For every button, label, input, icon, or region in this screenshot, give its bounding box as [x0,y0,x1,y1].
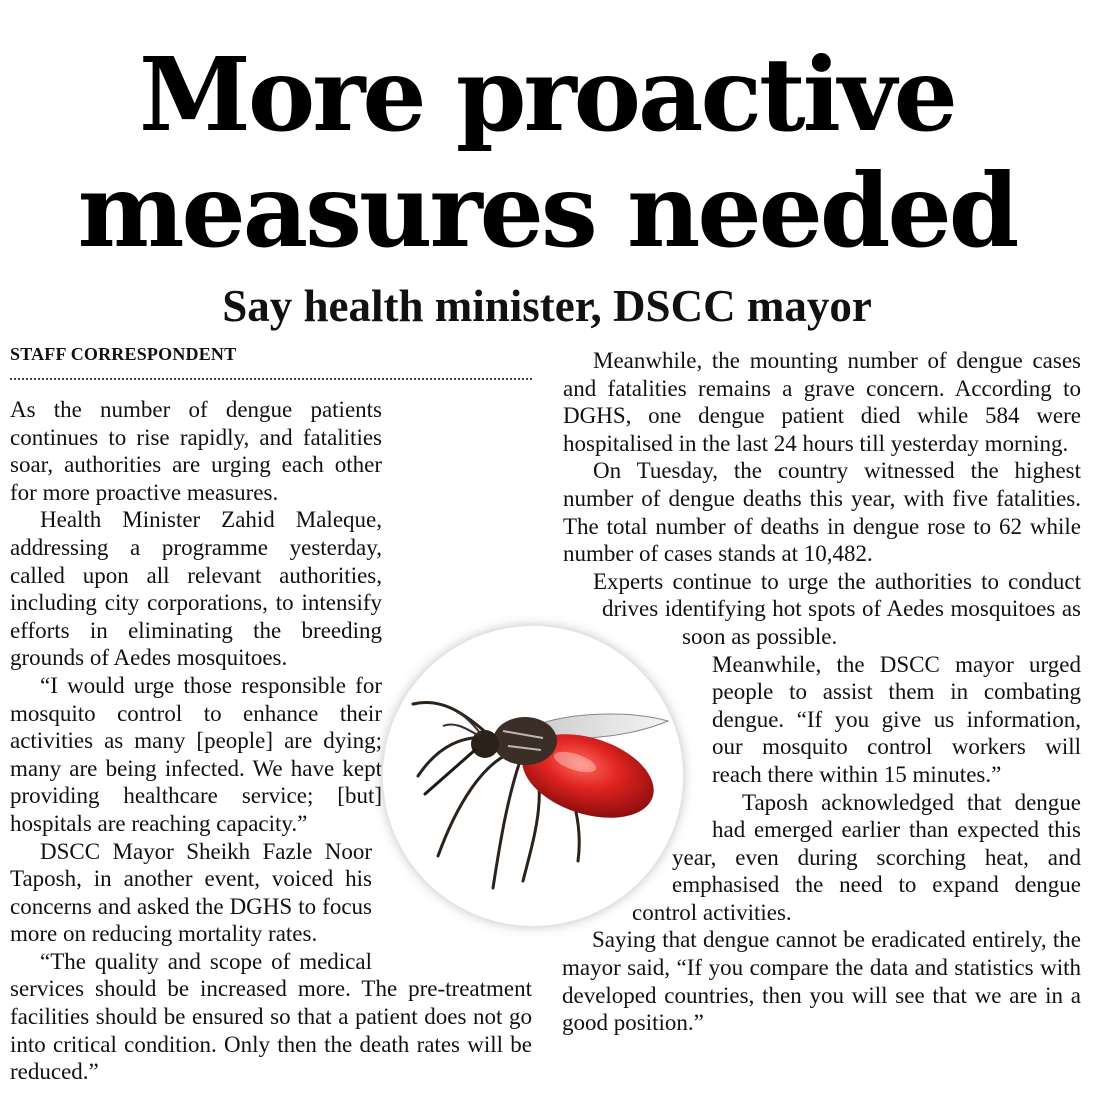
paragraph: Experts continue to urge the authorities to conduct drives identifying hot spots of Aedes mosquitoes as soon as possible. [593,568,1081,649]
subheadline: Say health minister, DSCC mayor [222,281,872,331]
paragraph: As the number of dengue patients continues to rise rapidly, and fatalities soar, authorities are urging each other for more proactive measures. [10,397,382,505]
paragraph: “I would urge those responsible for mosquito control to enhance their activities as many [people] are dying; many are being infected. We have kept providing healthcare service; [but] hospitals are reaching capacity.” [10,672,382,836]
paragraph: On Tuesday, the country witnessed the highest number of dengue deaths this year, with five fatalities. The total number of deaths in dengue rose to 62 while number of cases stands at 10,482. [563,458,1081,567]
byline-divider [10,378,532,380]
paragraph: “The quality and scope of medical services should be increased more. The pre-treatment facilities should be ensured so that a patient does not go into critical condition. Only then the death rates will be reduced.” [10,948,532,1085]
paragraph: Saying that dengue cannot be eradicated entirely, the mayor said, “If you compare the data and statistics with developed countries, then you will see that we are in a good position.” [562,927,1081,1036]
headline-line-2: measures needed [77,151,1017,270]
photo-wrap-spacer [562,597,602,627]
mosquito-illustration [383,626,683,926]
mosquito-photo [383,626,683,926]
paragraph: Meanwhile, the DSCC mayor urged people to assist them in combating dengue. “If you give us information, our mosquito control workers will reach there within 15 minutes.” [712,651,1081,787]
byline: STAFF CORRESPONDENT [10,344,237,364]
paragraph: DSCC Mayor Sheikh Fazle Noor Taposh, in another event, voiced his concerns and asked the DGHS to focus more on reducing mortality rates. [10,838,372,947]
paragraph: Health Minister Zahid Maleque, addressing a programme yesterday, called upon all relevant authorities, including city corporations, to intensify efforts in eliminating the breeding grounds of Aedes mosquitoes. [10,507,382,671]
paragraph: Taposh acknowledged that dengue had emerged earlier than expected this year, even during scorching heat, and emphasised the need to expand dengue control activities. [632,789,1081,925]
paragraph: Meanwhile, the mounting number of dengue cases and fatalities remains a grave concern. According to DGHS, one dengue patient died while 584 were hospitalised in the last 24 hours till yesterday morning. [563,348,1081,456]
headline-line-1: More proactive [139,35,955,154]
